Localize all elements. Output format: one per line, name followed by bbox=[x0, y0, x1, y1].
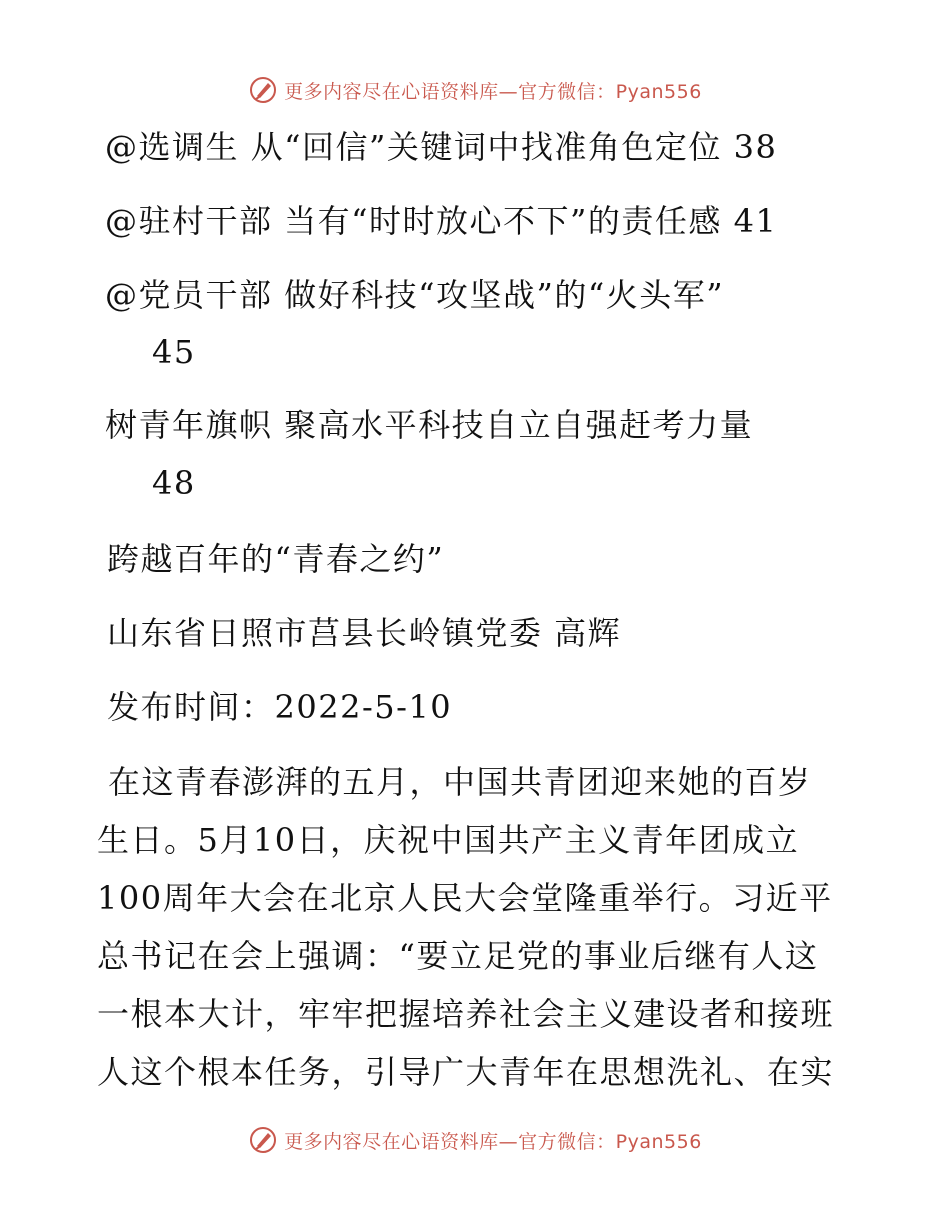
publish-date-label: 发布时间： bbox=[107, 688, 275, 726]
toc-page-number: 38 bbox=[733, 128, 778, 166]
body-line: 在这青春澎湃的五月，中国共青团迎来她的百岁 bbox=[108, 763, 812, 801]
body-line: 生日。5月10日，庆祝中国共产主义青年团成立 bbox=[97, 821, 800, 859]
toc-page-number: 41 bbox=[733, 202, 778, 240]
toc-page-number: 45 bbox=[152, 333, 196, 371]
watermark-text: 更多内容尽在心语资料库—官方微信：Pyan556 bbox=[284, 1130, 702, 1153]
article-author: 山东省日照市莒县长岭镇党委 高辉 bbox=[107, 614, 622, 652]
toc-entry-title: 树青年旗帜 聚高水平科技自立自强赶考力量 bbox=[105, 406, 754, 444]
watermark-text: 更多内容尽在心语资料库—官方微信：Pyan556 bbox=[284, 80, 702, 103]
body-line: 100周年大会在北京人民大会堂隆重举行。习近平 bbox=[97, 879, 833, 917]
toc-entry-title: @党员干部 做好科技“攻坚战”的“火头军” bbox=[105, 276, 725, 314]
body-line: 人这个根本任务，引导广大青年在思想洗礼、在实 bbox=[97, 1053, 835, 1091]
publish-date-value: 2022-5-10 bbox=[274, 688, 453, 726]
body-line: 一根本大计，牢牢把握培养社会主义建设者和接班 bbox=[97, 995, 835, 1033]
body-line: 总书记在会上强调：“要立足党的事业后继有人这 bbox=[97, 937, 819, 975]
publish-date bbox=[107, 687, 452, 727]
toc-page-number: 48 bbox=[152, 464, 196, 502]
quill-pen-logo-icon bbox=[248, 1125, 278, 1155]
toc-entry: @选调生 从“回信”关键词中找准角色定位 38 bbox=[105, 128, 778, 166]
article-title: 跨越百年的“青春之约” bbox=[107, 540, 445, 578]
watermark-banner-bottom bbox=[0, 1120, 950, 1160]
toc-entry: @驻村干部 当有“时时放心不下”的责任感 41 bbox=[105, 202, 778, 240]
